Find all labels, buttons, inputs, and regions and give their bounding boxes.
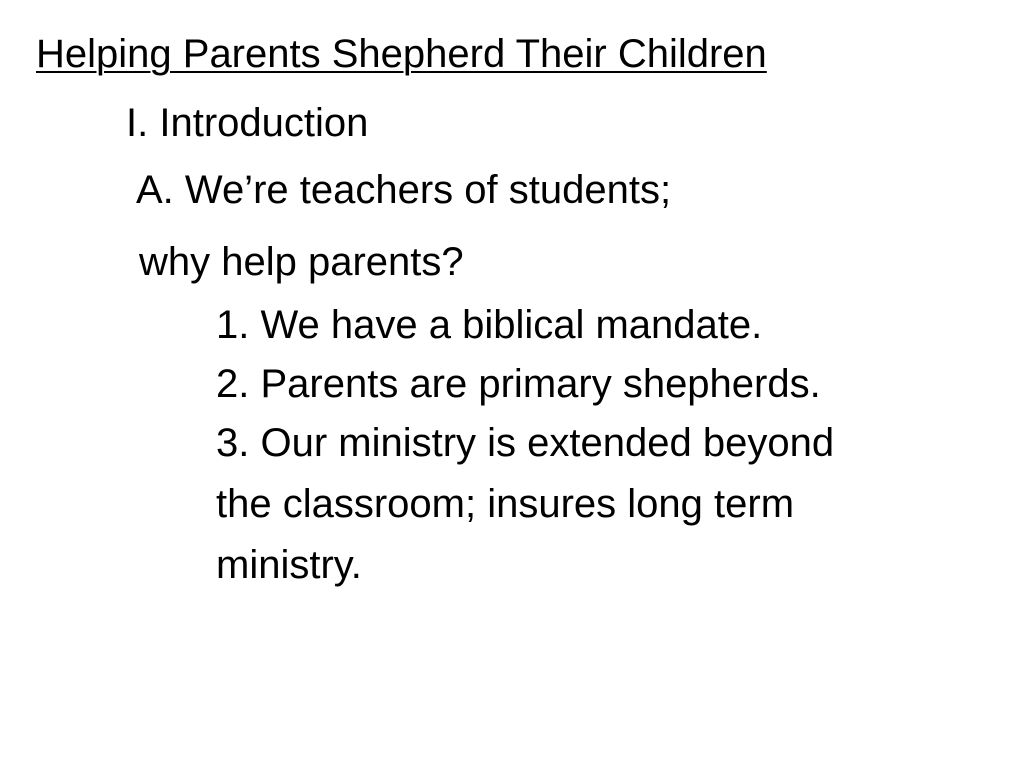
- section-heading: I. Introduction: [126, 101, 369, 145]
- list-item-continuation: the classroom; insures long term: [216, 482, 795, 526]
- list-item-continuation: ministry.: [216, 543, 362, 587]
- point-a-line-2: why help parents?: [139, 240, 464, 284]
- point-a-line-1: A. We’re teachers of students;: [136, 168, 672, 212]
- list-item: 1. We have a biblical mandate.: [216, 303, 763, 347]
- list-item: 3. Our ministry is extended beyond: [216, 421, 835, 465]
- slide-title: Helping Parents Shepherd Their Children: [36, 32, 767, 76]
- list-item: 2. Parents are primary shepherds.: [216, 362, 821, 406]
